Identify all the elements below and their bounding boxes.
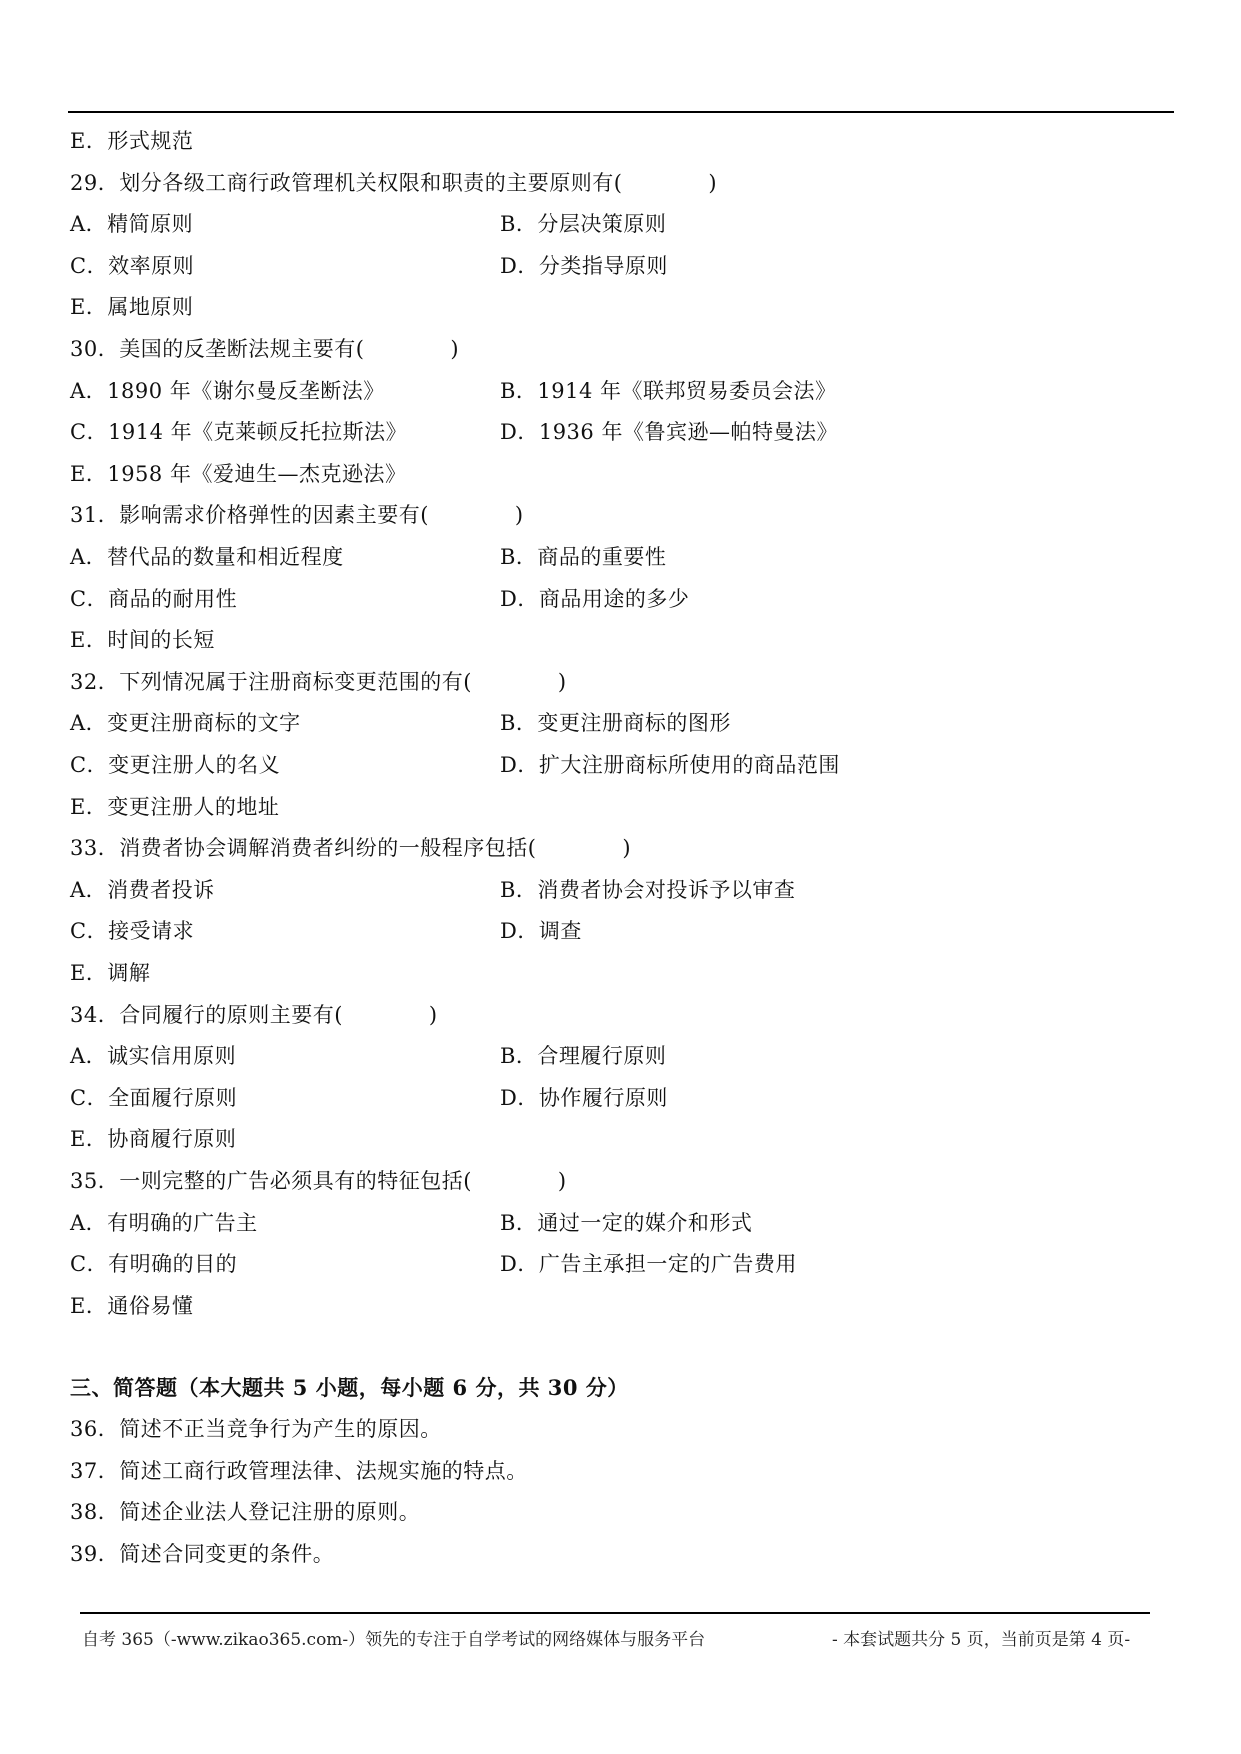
option-item: D．分类指导原则: [500, 254, 668, 278]
option-item: B．合理履行原则: [500, 1044, 667, 1068]
short-question: 39．简述合同变更的条件。: [70, 1542, 335, 1566]
option-item: E．协商履行原则: [70, 1127, 237, 1151]
option-item: A．消费者投诉: [70, 878, 215, 902]
option-item: A．替代品的数量和相近程度: [70, 545, 344, 569]
option-item: E．形式规范: [70, 129, 194, 153]
question-stem: 35．一则完整的广告必须具有的特征包括( ): [70, 1169, 567, 1193]
question-stem: 32．下列情况属于注册商标变更范围的有( ): [70, 670, 567, 694]
option-item: A．精简原则: [70, 212, 194, 236]
option-item: C．1914 年《克莱顿反托拉斯法》: [70, 420, 408, 444]
question-stem: 31．影响需求价格弹性的因素主要有( ): [70, 503, 524, 527]
option-item: B．商品的重要性: [500, 545, 667, 569]
option-item: E．调解: [70, 961, 151, 985]
option-item: A．变更注册商标的文字: [70, 711, 301, 735]
option-item: A．1890 年《谢尔曼反垄断法》: [70, 379, 385, 403]
question-stem: 30．美国的反垄断法规主要有( ): [70, 337, 460, 361]
option-item: B．变更注册商标的图形: [500, 711, 731, 735]
option-item: D．协作履行原则: [500, 1086, 668, 1110]
option-item: C．全面履行原则: [70, 1086, 238, 1110]
option-item: D．商品用途的多少: [500, 587, 690, 611]
question-stem: 34．合同履行的原则主要有( ): [70, 1003, 438, 1027]
option-item: D．扩大注册商标所使用的商品范围: [500, 753, 840, 777]
option-item: C．商品的耐用性: [70, 587, 238, 611]
short-question: 36．简述不正当竞争行为产生的原因。: [70, 1417, 442, 1441]
option-item: D．1936 年《鲁宾逊—帕特曼法》: [500, 420, 838, 444]
option-item: A．有明确的广告主: [70, 1211, 258, 1235]
option-item: D．调查: [500, 919, 582, 943]
short-question: 37．简述工商行政管理法律、法规实施的特点。: [70, 1459, 528, 1483]
option-item: E．1958 年《爱迪生—杰克逊法》: [70, 462, 407, 486]
option-item: C．效率原则: [70, 254, 195, 278]
footer-page-info: - 本套试题共分 5 页，当前页是第 4 页-: [832, 1630, 1131, 1650]
section-heading: 三、简答题（本大题共 5 小题，每小题 6 分，共 30 分）: [70, 1375, 629, 1400]
short-question: 38．简述企业法人登记注册的原则。: [70, 1500, 421, 1524]
footer-site-info: 自考 365（-www.zikao365.com-）领先的专注于自学考试的网络媒体与服务平台: [82, 1630, 706, 1650]
option-item: D．广告主承担一定的广告费用: [500, 1252, 797, 1276]
option-item: B．分层决策原则: [500, 212, 667, 236]
option-item: E．时间的长短: [70, 628, 215, 652]
option-item: C．变更注册人的名义: [70, 753, 281, 777]
option-item: B．1914 年《联邦贸易委员会法》: [500, 379, 837, 403]
option-item: B．消费者协会对投诉予以审查: [500, 878, 796, 902]
option-item: C．接受请求: [70, 919, 195, 943]
option-item: B．通过一定的媒介和形式: [500, 1211, 753, 1235]
question-stem: 33．消费者协会调解消费者纠纷的一般程序包括( ): [70, 836, 632, 860]
header-rule: [68, 111, 1174, 113]
option-item: E．通俗易懂: [70, 1294, 194, 1318]
option-item: C．有明确的目的: [70, 1252, 238, 1276]
footer-rule: [80, 1612, 1150, 1614]
option-item: A．诚实信用原则: [70, 1044, 237, 1068]
question-stem: 29．划分各级工商行政管理机关权限和职责的主要原则有( ): [70, 171, 718, 195]
option-item: E．变更注册人的地址: [70, 795, 280, 819]
option-item: E．属地原则: [70, 295, 194, 319]
